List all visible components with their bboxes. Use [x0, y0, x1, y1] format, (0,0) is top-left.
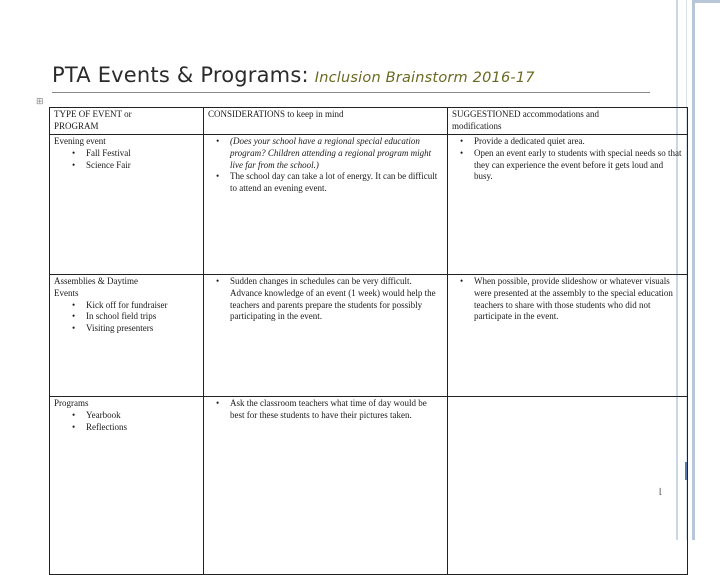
slide-frame-top	[692, 0, 720, 3]
list-item: • Yearbook	[64, 410, 199, 422]
list-item: • Reflections	[64, 422, 199, 434]
event-name: Programs	[54, 398, 89, 409]
header-considerations	[204, 108, 448, 135]
list-item: • Provide a dedicated quiet area.	[452, 136, 683, 148]
header-text: TYPE OF EVENT or	[54, 109, 132, 119]
considerations-cell	[204, 135, 448, 275]
list-item: • (Does your school have a regional special education program? Children attending a regional program might live far from the school.)	[208, 136, 443, 171]
suggestions-cell	[448, 275, 688, 397]
header-text: CONSIDERATIONS to keep in mind	[208, 109, 344, 119]
slide-frame-line	[692, 0, 695, 540]
list-item: • Science Fair	[64, 160, 199, 172]
event-cell	[50, 135, 204, 275]
list-item: • Fall Festival	[64, 148, 199, 160]
header-text: modifications	[452, 120, 502, 131]
considerations-cell	[204, 275, 448, 397]
considerations-list	[208, 136, 443, 194]
corner-mark-icon: ⌊	[659, 487, 663, 496]
title-text: PTA Events & Programs:	[52, 63, 309, 87]
event-cell	[50, 397, 204, 575]
list-item: • Kick off for fundraiser	[64, 300, 199, 312]
list-item: • Sudden changes in schedules can be very difficult. Advance knowledge of an event (1 week) would help the teachers and parents prepare the students for possibly participating in the event.	[208, 276, 443, 323]
event-name: Events	[54, 288, 79, 299]
list-item: • The school day can take a lot of energy. It can be difficult to attend an evening event.	[208, 171, 443, 194]
suggestions-cell	[448, 135, 688, 275]
event-list	[54, 148, 199, 171]
considerations-list	[208, 276, 443, 323]
events-table	[49, 107, 688, 575]
event-name: Assemblies & Daytime	[54, 276, 138, 287]
list-item: • Open an event early to students with special needs so that they can experience the event before it gets loud and busy.	[452, 148, 683, 183]
page-title	[52, 63, 535, 87]
event-cell	[50, 275, 204, 397]
list-item: • In school field trips	[64, 311, 199, 323]
table-row	[50, 397, 688, 575]
header-text: PROGRAM	[54, 120, 99, 131]
header-suggestions	[448, 108, 688, 135]
list-item: • Visiting presenters	[64, 323, 199, 335]
list-item: • Ask the classroom teachers what time of day would be best for these students to have their pictures taken.	[208, 398, 443, 421]
considerations-list	[208, 398, 443, 421]
suggestions-cell	[448, 397, 688, 575]
table-anchor-icon: ⊞	[36, 97, 44, 107]
table-row	[50, 135, 688, 275]
table-row	[50, 275, 688, 397]
page-subtitle: Inclusion Brainstorm 2016-17	[314, 70, 535, 86]
document-image	[30, 55, 682, 500]
suggestions-list	[452, 136, 683, 183]
table-header-row	[50, 108, 688, 135]
event-name: Evening event	[54, 136, 106, 147]
event-list	[54, 410, 199, 433]
header-text: SUGGESTIONED accommodations and	[452, 109, 599, 119]
event-list	[54, 300, 199, 335]
slide-edge-mark	[682, 462, 687, 480]
considerations-cell	[204, 397, 448, 575]
title-rule	[52, 92, 650, 93]
header-event-type	[50, 108, 204, 135]
list-item: • When possible, provide slideshow or whatever visuals were presented at the assembly to the special education teachers to share with those students who did not participate in the event.	[452, 276, 683, 323]
suggestions-list	[452, 276, 683, 323]
